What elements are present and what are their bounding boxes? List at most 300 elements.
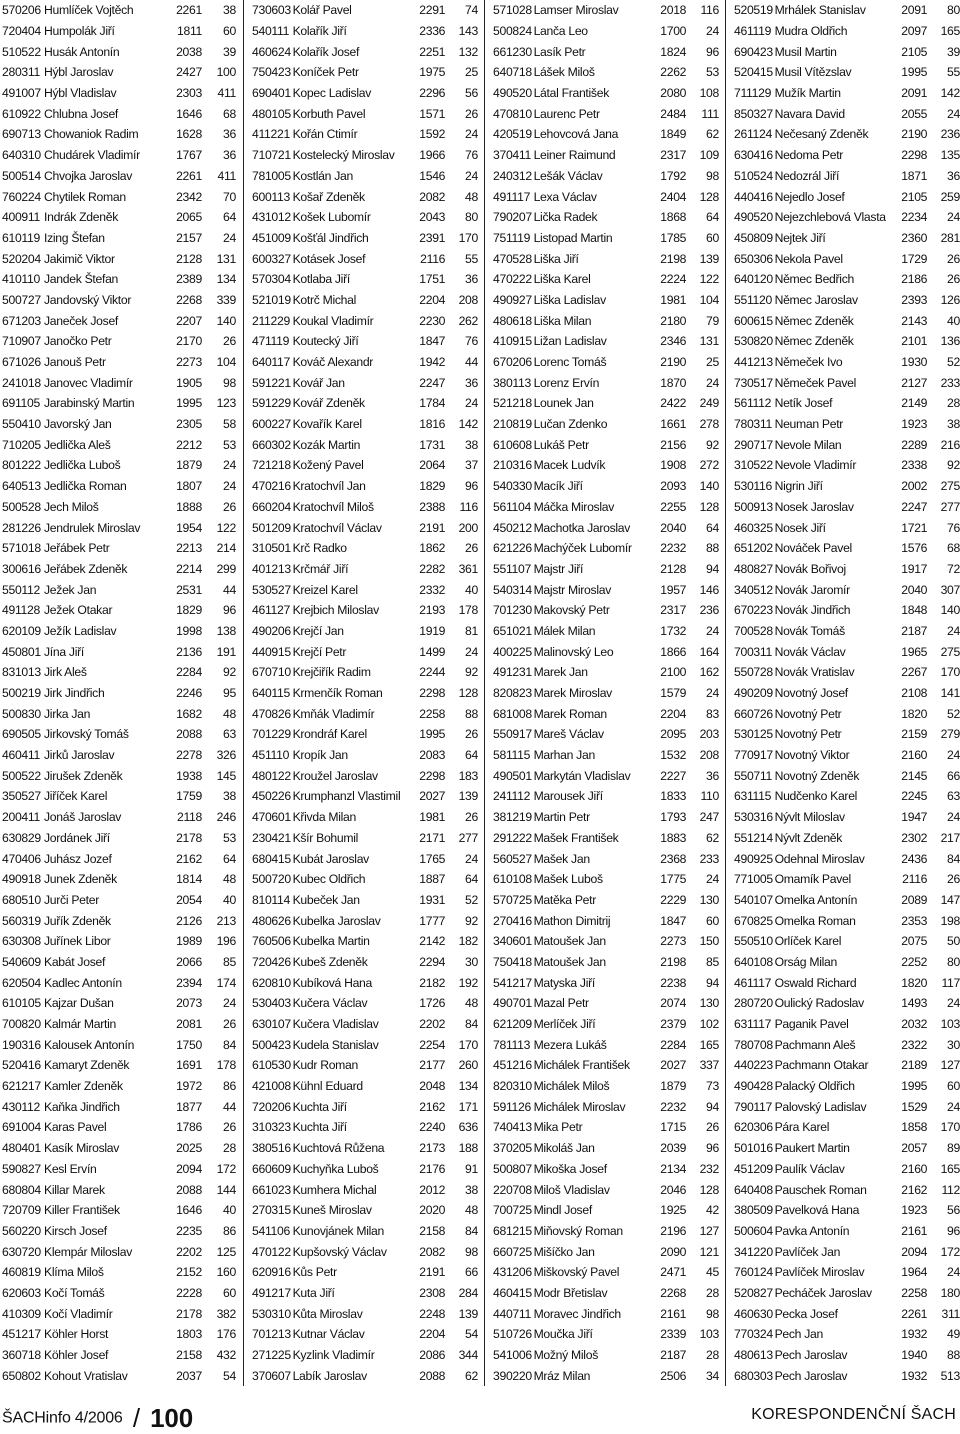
player-rating: 2027	[660, 1058, 687, 1073]
table-row	[493, 703, 719, 724]
player-rating: 2204	[660, 706, 687, 721]
player-games: 85	[223, 954, 236, 969]
table-row	[734, 1283, 960, 1304]
player-name: Košek Lubomír	[292, 210, 371, 225]
player-games: 52	[465, 892, 478, 907]
player-rating: 2083	[419, 748, 446, 763]
player-rating: 2088	[176, 727, 202, 742]
player-games: 60	[223, 24, 236, 39]
player-rating: 2298	[419, 768, 446, 783]
table-row	[493, 683, 719, 704]
player-id: 510524	[734, 168, 773, 183]
player-games: 170	[940, 665, 960, 680]
player-name: Nejedlo Josef	[774, 189, 845, 204]
player-name: Pára Karel	[774, 1120, 830, 1135]
table-row	[2, 952, 238, 973]
player-name: Lexa Václav	[533, 189, 597, 204]
player-name: Musil Vítězslav	[774, 65, 852, 80]
player-rating: 2238	[660, 975, 687, 990]
player-rating: 2095	[660, 727, 687, 742]
table-row	[2, 1303, 238, 1324]
player-games: 513	[940, 1368, 960, 1383]
player-games: 116	[700, 3, 719, 18]
player-name: Janeček Josef	[44, 313, 119, 328]
player-rating: 2234	[901, 210, 928, 225]
player-name: Odehnal Miroslav	[774, 851, 865, 866]
player-rating: 2116	[902, 872, 928, 887]
player-games: 26	[465, 106, 478, 121]
player-name: Chytilek Roman	[44, 189, 126, 204]
player-rating: 1532	[660, 748, 687, 763]
player-rating: 2116	[420, 251, 446, 266]
table-row	[493, 517, 719, 538]
player-id: 570304	[252, 272, 291, 287]
player-name: Jedlička Luboš	[44, 458, 121, 473]
player-id: 400911	[2, 210, 40, 225]
player-rating: 1493	[901, 996, 928, 1011]
table-row	[252, 83, 478, 104]
footer-left	[2, 1403, 193, 1434]
table-row	[2, 1159, 238, 1180]
player-rating: 1995	[901, 1079, 928, 1094]
player-rating: 2093	[660, 479, 687, 494]
player-name: Chowaniok Radim	[44, 127, 139, 142]
player-name: Jandek Štefan	[44, 272, 119, 287]
table-row	[734, 910, 960, 931]
player-id: 380516	[252, 1141, 291, 1156]
player-rating: 1785	[660, 230, 687, 245]
table-row	[252, 62, 478, 83]
player-name: Kolařík Josef	[292, 44, 360, 59]
player-name: Pachmann Otakar	[774, 1058, 869, 1073]
player-games: 275	[940, 644, 960, 659]
player-name: Kubelka Martin	[292, 934, 370, 949]
table-row	[493, 310, 719, 331]
player-games: 176	[216, 1327, 236, 1342]
player-games: 68	[223, 106, 236, 121]
player-id: 711129	[734, 86, 772, 101]
player-id: 520827	[734, 1285, 773, 1300]
table-row	[252, 166, 478, 187]
table-row	[493, 910, 719, 931]
table-row	[252, 538, 478, 559]
player-name: Liška Jiří	[533, 251, 579, 266]
table-row	[252, 207, 478, 228]
player-name: Kšír Bohumil	[292, 830, 359, 845]
player-id: 630308	[2, 934, 41, 949]
table-row	[734, 1014, 960, 1035]
player-games: 39	[947, 44, 960, 59]
player-id: 831013	[2, 665, 41, 680]
player-rating: 2202	[419, 1017, 446, 1032]
player-id: 310323	[252, 1120, 291, 1135]
player-games: 117	[941, 975, 960, 990]
player-name: Pech Jaroslav	[774, 1348, 848, 1363]
player-rating: 1989	[176, 934, 202, 949]
player-id: 520519	[734, 3, 773, 18]
player-id: 480827	[734, 561, 773, 576]
player-games: 94	[706, 1099, 719, 1114]
player-games: 72	[947, 561, 960, 576]
player-id: 500528	[2, 499, 41, 514]
player-name: Martin Petr	[533, 810, 590, 825]
table-row	[493, 1345, 719, 1366]
player-id: 430112	[2, 1099, 40, 1114]
table-row	[493, 290, 719, 311]
player-games: 134	[458, 1079, 478, 1094]
player-games: 24	[947, 106, 960, 121]
player-id: 461127	[252, 603, 290, 618]
table-row	[734, 434, 960, 455]
player-rating: 1879	[176, 458, 202, 473]
player-name: Mezera Lukáš	[533, 1037, 607, 1052]
player-id: 540111	[252, 24, 290, 39]
player-name: Novák Vratislav	[774, 665, 855, 680]
player-rating: 1888	[176, 499, 202, 514]
player-rating: 2173	[419, 1141, 446, 1156]
player-id: 721218	[252, 458, 291, 473]
player-games: 53	[223, 437, 236, 452]
player-name: Kuchtová Růžena	[292, 1141, 385, 1156]
player-name: Navara David	[774, 106, 845, 121]
player-games: 84	[465, 1223, 478, 1238]
player-games: 144	[216, 1182, 236, 1197]
player-id: 461119	[734, 24, 772, 39]
player-games: 98	[706, 168, 719, 183]
player-games: 108	[699, 86, 719, 101]
player-games: 38	[223, 789, 236, 804]
player-name: Laurenc Petr	[533, 106, 600, 121]
table-row	[252, 372, 478, 393]
player-rating: 2187	[660, 1348, 687, 1363]
table-row	[734, 186, 960, 207]
player-id: 780708	[734, 1037, 773, 1052]
player-name: Možný Miloš	[533, 1348, 598, 1363]
player-rating: 2127	[901, 375, 928, 390]
player-name: Kuchta Jiří	[292, 1099, 347, 1114]
table-row	[734, 103, 960, 124]
player-id: 650802	[2, 1368, 41, 1383]
player-id: 501209	[252, 520, 291, 535]
player-rating: 2162	[176, 851, 202, 866]
table-row	[2, 807, 238, 828]
player-name: Mužík Martin	[774, 86, 841, 101]
table-row	[734, 1179, 960, 1200]
table-row	[734, 145, 960, 166]
table-row	[252, 497, 478, 518]
player-rating: 1932	[901, 1368, 928, 1383]
table-row	[252, 310, 478, 331]
table-row	[734, 972, 960, 993]
player-rating: 2090	[660, 1244, 687, 1259]
table-row	[734, 207, 960, 228]
player-name: Köhler Josef	[44, 1348, 109, 1363]
table-row	[252, 972, 478, 993]
player-id: 530125	[734, 727, 773, 742]
player-name: Kuneš Miroslav	[292, 1203, 372, 1218]
player-games: 140	[216, 313, 236, 328]
player-id: 281226	[2, 520, 41, 535]
player-rating: 1529	[901, 1099, 928, 1114]
player-id: 451217	[2, 1327, 41, 1342]
player-rating: 2190	[660, 355, 687, 370]
table-row	[734, 703, 960, 724]
player-name: Novák Tomáš	[774, 623, 845, 638]
player-name: Oulický Radoslav	[774, 996, 864, 1011]
player-id: 500807	[493, 1161, 532, 1176]
player-id: 570725	[493, 892, 532, 907]
player-games: 249	[699, 396, 719, 411]
table-row	[2, 1055, 238, 1076]
player-games: 102	[699, 1017, 719, 1032]
player-name: Mudra Oldřich	[774, 24, 848, 39]
player-id: 490701	[493, 996, 532, 1011]
player-games: 96	[706, 1141, 719, 1156]
table-row	[493, 1138, 719, 1159]
player-id: 571018	[2, 541, 41, 556]
player-id: 241112	[493, 789, 531, 804]
player-id: 460411	[2, 748, 40, 763]
player-name: Mathon Dimitrij	[533, 913, 611, 928]
player-name: Killar Marek	[44, 1182, 105, 1197]
player-rating: 2149	[901, 396, 928, 411]
player-rating: 2368	[660, 851, 687, 866]
player-id: 801222	[2, 458, 41, 473]
player-rating: 2248	[419, 1306, 446, 1321]
player-id: 410110	[2, 272, 40, 287]
player-name: Kostelecký Miroslav	[292, 148, 395, 163]
player-rating: 2086	[419, 1348, 446, 1363]
player-games: 25	[465, 65, 478, 80]
player-games: 236	[940, 127, 960, 142]
player-id: 370411	[493, 148, 531, 163]
table-row	[252, 621, 478, 642]
player-games: 260	[458, 1058, 478, 1073]
table-row	[2, 145, 238, 166]
table-row	[734, 269, 960, 290]
player-rating: 2156	[660, 437, 687, 452]
player-name: Mráz Milan	[533, 1368, 591, 1383]
player-id: 640108	[734, 954, 773, 969]
player-games: 104	[216, 355, 236, 370]
player-id: 220708	[493, 1182, 532, 1197]
player-rating: 2360	[901, 230, 928, 245]
player-id: 440711	[493, 1306, 531, 1321]
player-games: 48	[465, 1203, 478, 1218]
table-row	[734, 1117, 960, 1138]
table-row	[734, 1159, 960, 1180]
player-id: 790117	[734, 1099, 772, 1114]
table-row	[2, 703, 238, 724]
player-games: 95	[223, 686, 236, 701]
player-games: 44	[465, 355, 478, 370]
player-name: Lukáš Petr	[533, 437, 589, 452]
player-rating: 1661	[660, 417, 687, 432]
player-games: 92	[706, 437, 719, 452]
table-row	[734, 931, 960, 952]
player-name: Kořán Ctimír	[292, 127, 358, 142]
player-name: Korbuth Pavel	[292, 106, 366, 121]
player-name: Makovský Petr	[533, 603, 610, 618]
player-games: 74	[465, 3, 478, 18]
table-row	[734, 290, 960, 311]
player-games: 85	[706, 954, 719, 969]
player-name: Husák Antonín	[44, 44, 120, 59]
player-games: 25	[706, 355, 719, 370]
table-row	[493, 641, 719, 662]
table-row	[2, 538, 238, 559]
table-row	[252, 745, 478, 766]
player-rating: 1905	[176, 375, 202, 390]
player-id: 470222	[493, 272, 532, 287]
player-rating: 2251	[419, 44, 446, 59]
player-games: 361	[458, 561, 478, 576]
player-id: 530820	[734, 334, 773, 349]
player-id: 500824	[493, 24, 532, 39]
player-rating: 2160	[901, 748, 928, 763]
player-name: Nejezchlebová Vlasta	[774, 210, 886, 225]
player-name: Jech Miloš	[44, 499, 99, 514]
player-name: Matěka Petr	[533, 892, 596, 907]
player-id: 710721	[252, 148, 291, 163]
player-id: 480122	[252, 768, 291, 783]
player-rating: 2088	[176, 1182, 202, 1197]
player-name: Nekola Pavel	[774, 251, 843, 266]
player-games: 26	[947, 272, 960, 287]
player-rating: 2262	[660, 65, 687, 80]
player-name: Kovář Zdeněk	[292, 396, 365, 411]
player-id: 691105	[2, 396, 40, 411]
player-games: 26	[465, 810, 478, 825]
page-number: 100	[150, 1403, 193, 1433]
player-rating: 2258	[901, 1285, 928, 1300]
player-rating: 2189	[901, 1058, 928, 1073]
table-row	[493, 621, 719, 642]
player-rating: 2018	[660, 3, 687, 18]
player-games: 38	[465, 437, 478, 452]
player-name: Javorský Jan	[44, 417, 112, 432]
player-name: Nývlt Zdeněk	[774, 830, 843, 845]
table-row	[2, 559, 238, 580]
player-games: 233	[699, 851, 719, 866]
player-id: 820310	[493, 1079, 532, 1094]
player-id: 541106	[252, 1223, 290, 1238]
player-games: 182	[458, 934, 478, 949]
player-games: 128	[699, 499, 719, 514]
table-row	[2, 993, 238, 1014]
player-id: 550410	[2, 417, 41, 432]
player-id: 510726	[493, 1327, 532, 1342]
player-id: 660609	[252, 1161, 291, 1176]
table-row	[493, 662, 719, 683]
player-games: 44	[223, 1099, 236, 1114]
player-games: 122	[699, 272, 719, 287]
player-games: 92	[465, 913, 478, 928]
player-name: Kratochvíl Miloš	[292, 499, 374, 514]
player-rating: 2404	[660, 189, 687, 204]
player-name: Málek Milan	[533, 623, 596, 638]
player-id: 610105	[2, 996, 41, 1011]
player-id: 200411	[2, 810, 40, 825]
player-id: 690713	[2, 127, 41, 142]
player-name: Němec Bedřich	[774, 272, 854, 287]
table-row	[734, 1303, 960, 1324]
table-row	[734, 848, 960, 869]
player-rating: 2436	[901, 851, 928, 866]
player-name: Netík Josef	[774, 396, 833, 411]
player-games: 233	[940, 375, 960, 390]
player-name: Chvojka Jaroslav	[44, 168, 132, 183]
table-row	[734, 124, 960, 145]
player-games: 147	[940, 892, 960, 907]
player-rating: 2002	[901, 479, 928, 494]
player-games: 48	[223, 872, 236, 887]
player-games: 24	[706, 375, 719, 390]
player-games: 86	[223, 1223, 236, 1238]
player-name: Machotka Jaroslav	[533, 520, 631, 535]
player-games: 123	[216, 396, 236, 411]
player-id: 631115	[734, 789, 772, 804]
player-id: 640718	[493, 65, 532, 80]
player-games: 36	[706, 768, 719, 783]
player-name: Kreizel Karel	[292, 582, 358, 597]
player-id: 521019	[252, 292, 291, 307]
player-name: Kamler Zdeněk	[44, 1079, 123, 1094]
player-rating: 1729	[901, 251, 928, 266]
player-rating: 2338	[901, 458, 928, 473]
player-games: 88	[947, 1348, 960, 1363]
player-games: 337	[699, 1058, 719, 1073]
player-games: 80	[465, 210, 478, 225]
player-name: Miňovský Roman	[533, 1223, 623, 1238]
player-rating: 2531	[176, 582, 202, 597]
player-rating: 1784	[419, 396, 446, 411]
table-row	[252, 1262, 478, 1283]
player-id: 581115	[493, 748, 531, 763]
player-games: 24	[465, 127, 478, 142]
player-id: 470122	[252, 1244, 291, 1259]
player-rating: 2247	[419, 375, 446, 390]
player-rating: 1579	[660, 686, 687, 701]
player-games: 24	[706, 623, 719, 638]
player-id: 720426	[252, 954, 291, 969]
player-rating: 2332	[419, 582, 446, 597]
player-name: Kůta Miroslav	[292, 1306, 363, 1321]
player-id: 280720	[734, 996, 773, 1011]
player-name: Lička Radek	[533, 210, 598, 225]
player-name: Michálek František	[533, 1058, 630, 1073]
player-name: Marhan Jan	[533, 748, 595, 763]
player-games: 130	[699, 996, 719, 1011]
player-name: Malinovský Leo	[533, 644, 614, 659]
player-games: 24	[947, 1099, 960, 1114]
table-row	[252, 600, 478, 621]
player-games: 174	[216, 975, 236, 990]
player-id: 560220	[2, 1223, 41, 1238]
player-rating: 2224	[660, 272, 687, 287]
player-name: Kočí Tomáš	[44, 1285, 105, 1300]
player-name: Kočí Vladimír	[44, 1306, 113, 1321]
player-rating: 1691	[176, 1058, 202, 1073]
player-id: 480613	[734, 1348, 773, 1363]
player-name: Pecháček Jaroslav	[774, 1285, 872, 1300]
table-row	[493, 848, 719, 869]
player-games: 92	[947, 458, 960, 473]
player-rating: 2081	[176, 1017, 202, 1032]
player-id: 651202	[734, 541, 773, 556]
player-id: 631117	[734, 1017, 772, 1032]
player-rating: 2353	[901, 913, 928, 928]
